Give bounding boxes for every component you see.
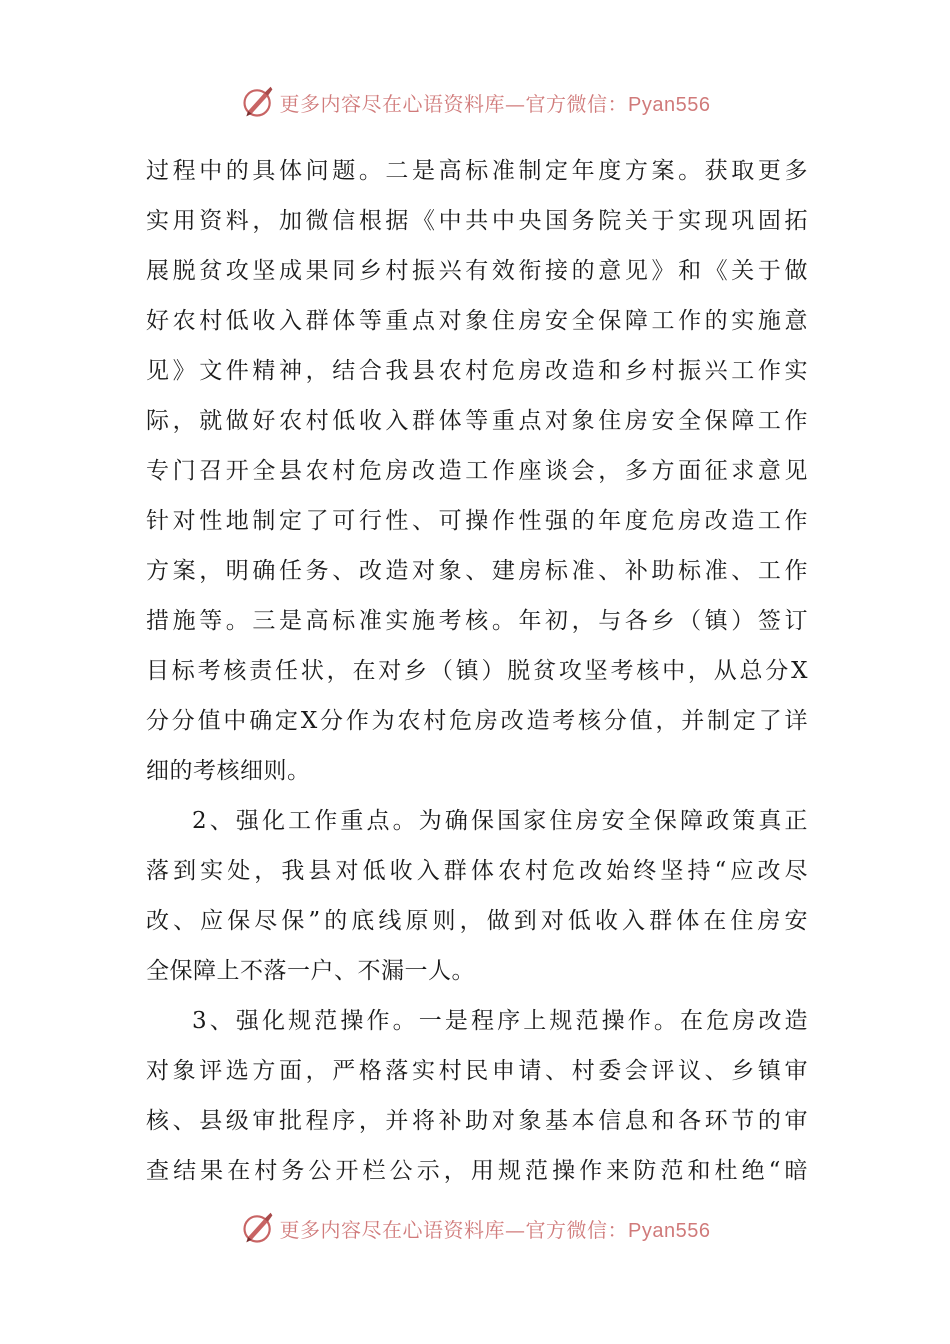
text-line: 方案，明确任务、改造对象、建房标准、补助标准、工作: [146, 558, 808, 584]
text-line: 改、应保尽保”的底线原则，做到对低收入群体在住房安: [146, 908, 808, 934]
paragraph: [146, 146, 808, 796]
pen-logo-icon: [240, 84, 276, 120]
text-line: 际，就做好农村低收入群体等重点对象住房安全保障工作: [146, 408, 808, 434]
text-line: 过程中的具体问题。二是高标准制定年度方案。获取更多: [146, 158, 808, 184]
document-body: [146, 146, 808, 1196]
watermark-text: [280, 1214, 711, 1243]
text-line: 查结果在村务公开栏公示，用规范操作来防范和杜绝“暗: [146, 1158, 808, 1184]
pen-logo-icon: [240, 1210, 276, 1246]
text-line: 展脱贫攻坚成果同乡村振兴有效衔接的意见》和《关于做: [146, 258, 808, 284]
text-line: 落到实处，我县对低收入群体农村危改始终坚持“应改尽: [146, 858, 808, 884]
text-line: 核、县级审批程序，并将补助对象基本信息和各环节的审: [146, 1108, 808, 1134]
text-line: 分分值中确定X分作为农村危房改造考核分值，并制定了详: [146, 708, 808, 734]
text-line: 3、强化规范操作。一是程序上规范操作。在危房改造: [192, 1008, 808, 1034]
text-line: 2、强化工作重点。为确保国家住房安全保障政策真正: [192, 808, 808, 834]
watermark-slogan: 更多内容尽在心语资料库—官方微信：: [279, 1217, 629, 1242]
text-line: 对象评选方面，严格落实村民申请、村委会评议、乡镇审: [146, 1058, 808, 1084]
watermark-header: [0, 82, 950, 122]
watermark-footer: [0, 1208, 950, 1248]
paragraph: [146, 796, 808, 996]
watermark-wechat-id: Pyan556: [628, 93, 711, 116]
text-line: 细的考核细则。: [146, 758, 311, 784]
watermark-wechat-id: Pyan556: [628, 1219, 711, 1242]
text-line: 针对性地制定了可行性、可操作性强的年度危房改造工作: [146, 508, 808, 534]
text-line: 全保障上不落一户、不漏一人。: [146, 958, 475, 984]
text-line: 好农村低收入群体等重点对象住房安全保障工作的实施意: [146, 308, 808, 334]
paragraph: [146, 996, 808, 1196]
watermark-slogan: 更多内容尽在心语资料库—官方微信：: [279, 91, 629, 116]
text-line: 见》文件精神，结合我县农村危房改造和乡村振兴工作实: [146, 358, 808, 384]
text-line: 专门召开全县农村危房改造工作座谈会，多方面征求意见: [146, 458, 808, 484]
watermark-text: [280, 88, 711, 117]
text-line: 实用资料，加微信根据《中共中央国务院关于实现巩固拓: [146, 208, 808, 234]
text-line: 措施等。三是高标准实施考核。年初，与各乡（镇）签订: [146, 608, 808, 634]
text-line: 目标考核责任状，在对乡（镇）脱贫攻坚考核中，从总分X: [146, 658, 808, 684]
